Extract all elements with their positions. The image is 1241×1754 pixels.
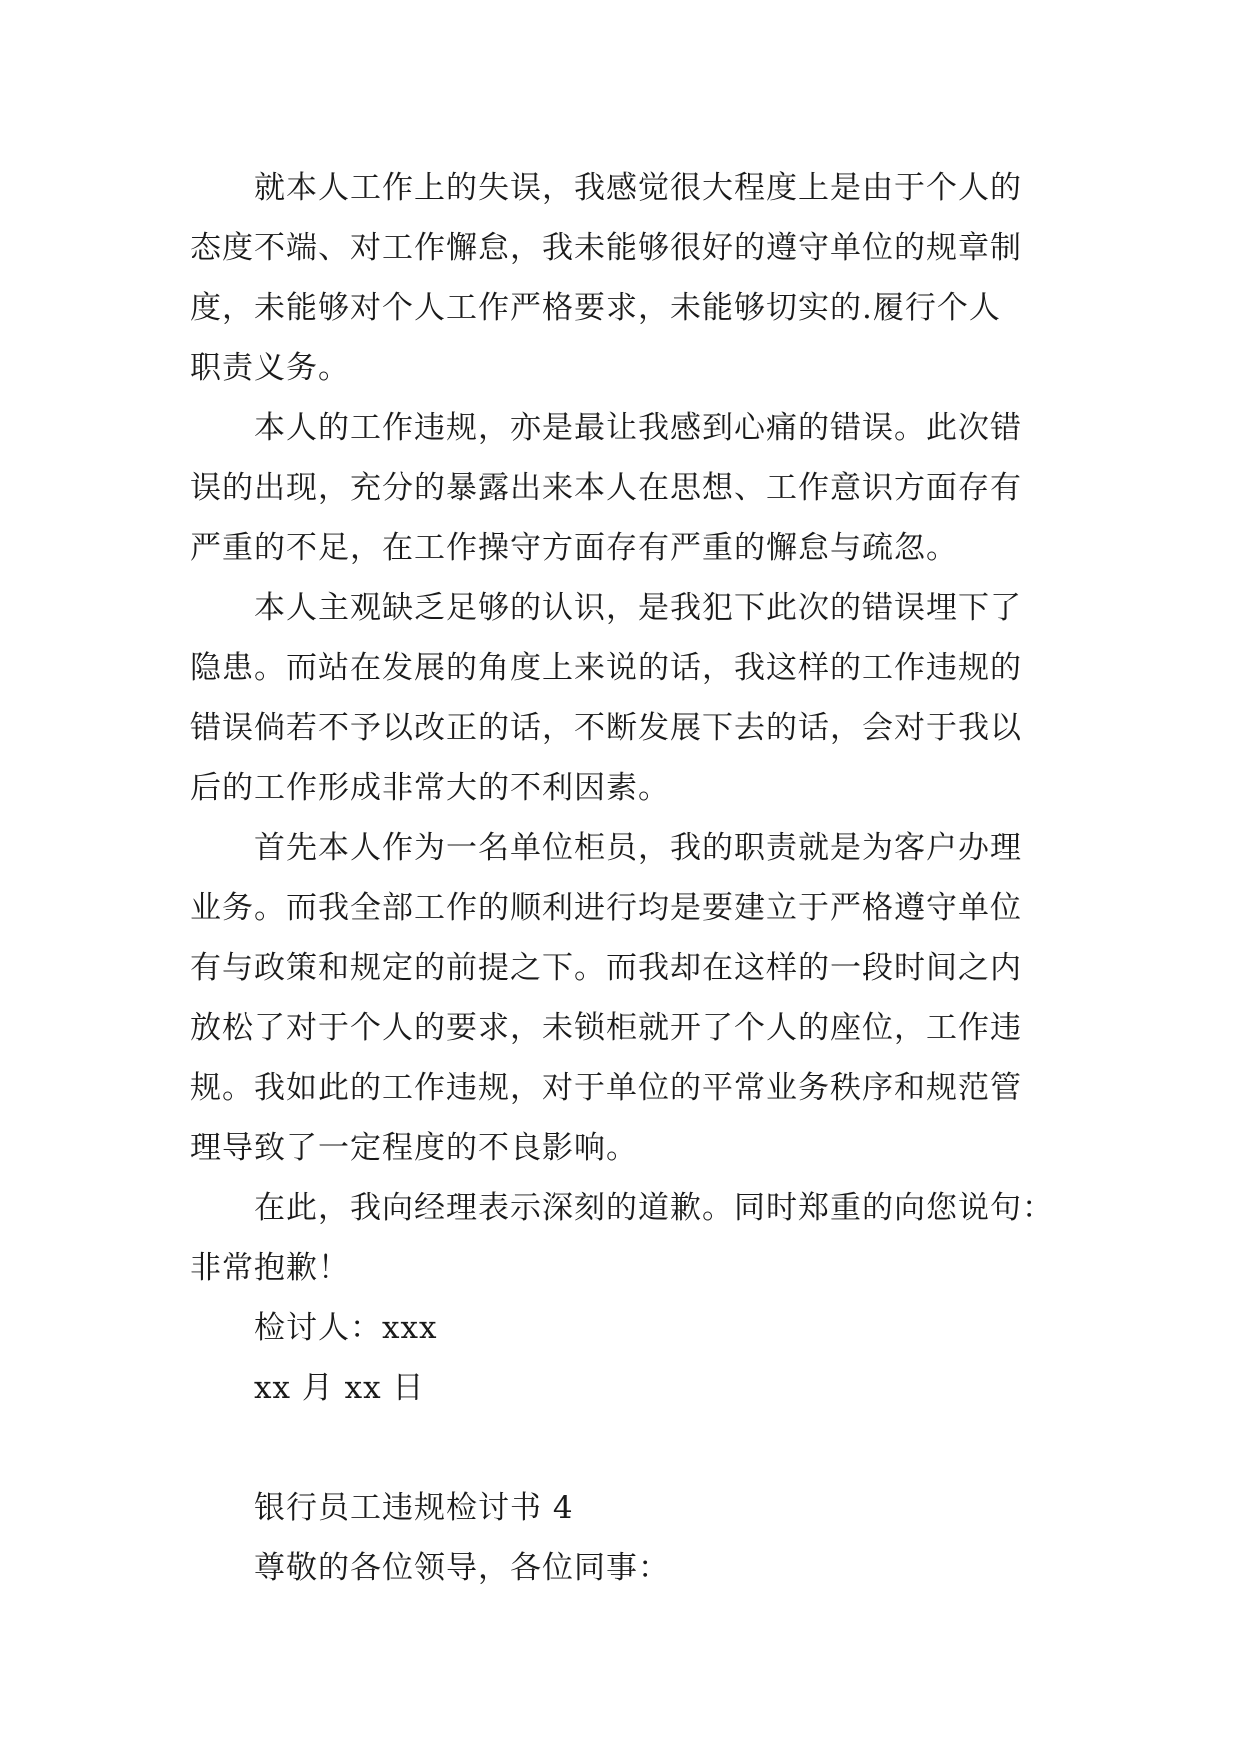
paragraph-5 [190, 1178, 1054, 1298]
paragraph-line: 误的出现，充分的暴露出来本人在思想、工作意识方面存有 [190, 470, 1022, 506]
paragraph-line: 后的工作形成非常大的不利因素。 [190, 770, 670, 806]
paragraph-line: 放松了对于个人的要求，未锁柜就开了个人的座位，工作违 [190, 1010, 1022, 1046]
next-section [190, 1478, 1050, 1598]
salutation: 尊敬的各位领导，各位同事： [254, 1550, 670, 1586]
paragraph-line: 理导致了一定程度的不良影响。 [190, 1130, 638, 1166]
paragraph-1 [190, 158, 1050, 398]
paragraph-line: 度，未能够对个人工作严格要求，未能够切实的.履行个人 [190, 290, 1001, 326]
signature-date: xx 月 xx 日 [254, 1370, 425, 1406]
section-title: 银行员工违规检讨书 4 [254, 1490, 574, 1526]
paragraph-line: 非常抱歉！ [190, 1250, 350, 1286]
paragraph-line: 业务。而我全部工作的顺利进行均是要建立于严格遵守单位 [190, 890, 1022, 926]
paragraph-line: 错误倘若不予以改正的话，不断发展下去的话，会对于我以 [190, 710, 1022, 746]
signature-block [190, 1298, 1050, 1418]
paragraph-line: 严重的不足，在工作操守方面存有严重的懈怠与疏忽。 [190, 530, 958, 566]
paragraph-2 [190, 398, 1050, 578]
paragraph-line: 本人的工作违规，亦是最让我感到心痛的错误。此次错 [254, 410, 1022, 446]
paragraph-3 [190, 578, 1050, 818]
paragraph-line: 本人主观缺乏足够的认识，是我犯下此次的错误埋下了 [254, 590, 1022, 626]
paragraph-line: 在此，我向经理表示深刻的道歉。同时郑重的向您说句： [254, 1190, 1054, 1226]
paragraph-line: 职责义务。 [190, 350, 350, 386]
paragraph-4 [190, 818, 1050, 1178]
reviewer-signature: 检讨人：xxx [254, 1310, 438, 1346]
paragraph-line: 就本人工作上的失误，我感觉很大程度上是由于个人的 [254, 170, 1022, 206]
paragraph-line: 首先本人作为一名单位柜员，我的职责就是为客户办理 [254, 830, 1022, 866]
paragraph-line: 规。我如此的工作违规，对于单位的平常业务秩序和规范管 [190, 1070, 1022, 1106]
paragraph-line: 有与政策和规定的前提之下。而我却在这样的一段时间之内 [190, 950, 1022, 986]
document-body [190, 158, 1054, 1598]
paragraph-line: 隐患。而站在发展的角度上来说的话，我这样的工作违规的 [190, 650, 1022, 686]
section-spacer [190, 1418, 1050, 1478]
paragraph-line: 态度不端、对工作懈怠，我未能够很好的遵守单位的规章制 [190, 230, 1022, 266]
